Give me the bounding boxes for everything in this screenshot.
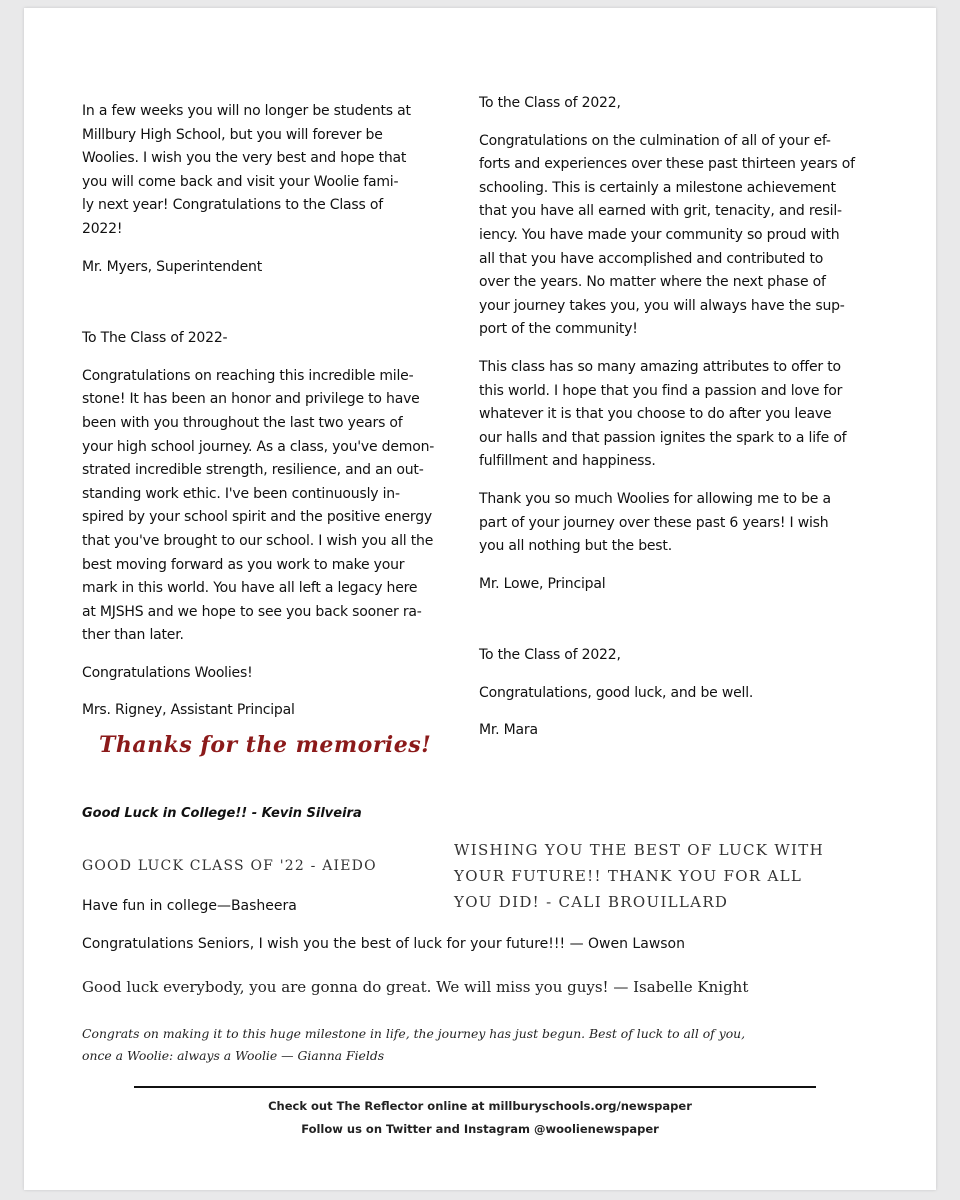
note-isabelle: Good luck everybody, you are gonna do great. We will miss you guys! — Isabelle Knight (82, 978, 749, 996)
mara-message: Congratulations, good luck, and be well. (479, 684, 754, 701)
text-line: all that you have accomplished and contributed to (479, 250, 824, 267)
rigney-message (82, 365, 482, 648)
text-line: schooling. This is certainly a milestone achievement (479, 179, 836, 196)
text-line: fulfillment and happiness. (479, 453, 656, 470)
mara-greeting: To the Class of 2022, (479, 647, 621, 664)
text-line: 2022! (82, 220, 123, 237)
text-line: stone! It has been an honor and privilege to have (82, 391, 420, 408)
text-line: YOUR FUTURE!! THANK YOU FOR ALL (454, 867, 803, 885)
rigney-closing: Congratulations Woolies! (82, 664, 253, 681)
text-line: Congrats on making it to this huge milestone in life, the journey has just begun. Best of luck to all of you, (82, 1026, 746, 1041)
text-line: that you've brought to our school. I wish you all the (82, 532, 434, 549)
text-line: been with you throughout the last two years of (82, 414, 403, 431)
right-column (479, 92, 909, 743)
text-line: Congratulations on the culmination of all of your ef- (479, 132, 831, 149)
text-line: Millbury High School, but you will forever be (82, 126, 383, 143)
text-line: mark in this world. You have all left a legacy here (82, 580, 418, 597)
text-line: your high school journey. As a class, you've demon- (82, 438, 435, 455)
left-column (82, 100, 482, 723)
footer-website: Check out The Reflector online at millburyschools.org/newspaper (268, 1099, 692, 1113)
text-line: this world. I hope that you find a passion and love for (479, 382, 843, 399)
note-kevin: Good Luck in College!! - Kevin Silveira (82, 806, 362, 821)
text-line: YOU DID! - CALI BROUILLARD (454, 893, 729, 911)
text-line: once a Woolie: always a Woolie — Gianna Fields (82, 1048, 385, 1063)
footer-divider (134, 1086, 816, 1088)
text-line: you will come back and visit your Woolie fami- (82, 173, 399, 190)
text-line: that you have all earned with grit, tenacity, and resil- (479, 203, 842, 220)
note-cali (454, 837, 824, 915)
text-line: best moving forward as you work to make your (82, 556, 405, 573)
newspaper-page (24, 8, 936, 1190)
text-line: spired by your school spirit and the positive energy (82, 509, 432, 526)
text-line: standing work ethic. I've been continuously in- (82, 485, 400, 502)
note-gianna (82, 1023, 745, 1067)
text-line: port of the community! (479, 321, 638, 338)
text-line: Thank you so much Woolies for allowing me to be a (479, 490, 831, 507)
text-line: In a few weeks you will no longer be students at (82, 103, 411, 119)
text-line: over the years. No matter where the next phase of (479, 274, 826, 291)
text-line: whatever it is that you choose to do after you leave (479, 406, 832, 423)
lowe-paragraph-1 (479, 130, 909, 342)
text-line: part of your journey over these past 6 years! I wish (479, 514, 829, 531)
footer-social: Follow us on Twitter and Instagram @woolienewspaper (301, 1122, 659, 1136)
note-aiedo: GOOD LUCK CLASS OF '22 - AIEDO (82, 858, 377, 874)
text-line: WISHING YOU THE BEST OF LUCK WITH (454, 841, 824, 859)
text-line: This class has so many amazing attributes to offer to (479, 358, 841, 375)
text-line: ly next year! Congratulations to the Class of (82, 197, 383, 214)
text-line: you all nothing but the best. (479, 538, 672, 555)
text-line: forts and experiences over these past thirteen years of (479, 156, 855, 173)
lowe-signature: Mr. Lowe, Principal (479, 575, 606, 592)
text-line: Congratulations on reaching this incredible mile- (82, 367, 414, 384)
lowe-paragraph-2 (479, 356, 909, 474)
text-line: our halls and that passion ignites the spark to a life of (479, 429, 847, 446)
text-line: Woolies. I wish you the very best and hope that (82, 150, 407, 167)
text-line: your journey takes you, you will always have the sup- (479, 297, 845, 314)
myers-message (82, 100, 482, 242)
text-line: iency. You have made your community so proud with (479, 226, 840, 243)
thanks-heading: Thanks for the memories! (99, 732, 432, 758)
note-owen: Congratulations Seniors, I wish you the best of luck for your future!!! — Owen Lawson (82, 936, 685, 952)
mara-signature: Mr. Mara (479, 722, 538, 739)
rigney-greeting: To The Class of 2022- (82, 330, 228, 347)
text-line: strated incredible strength, resilience, and an out- (82, 462, 424, 479)
rigney-signature: Mrs. Rigney, Assistant Principal (82, 702, 295, 719)
lowe-greeting: To the Class of 2022, (479, 95, 621, 111)
myers-signature: Mr. Myers, Superintendent (82, 258, 262, 275)
text-line: ther than later. (82, 627, 184, 644)
text-line: at MJSHS and we hope to see you back sooner ra- (82, 603, 422, 620)
note-basheera: Have fun in college—Basheera (82, 898, 297, 914)
lowe-paragraph-3 (479, 488, 909, 559)
